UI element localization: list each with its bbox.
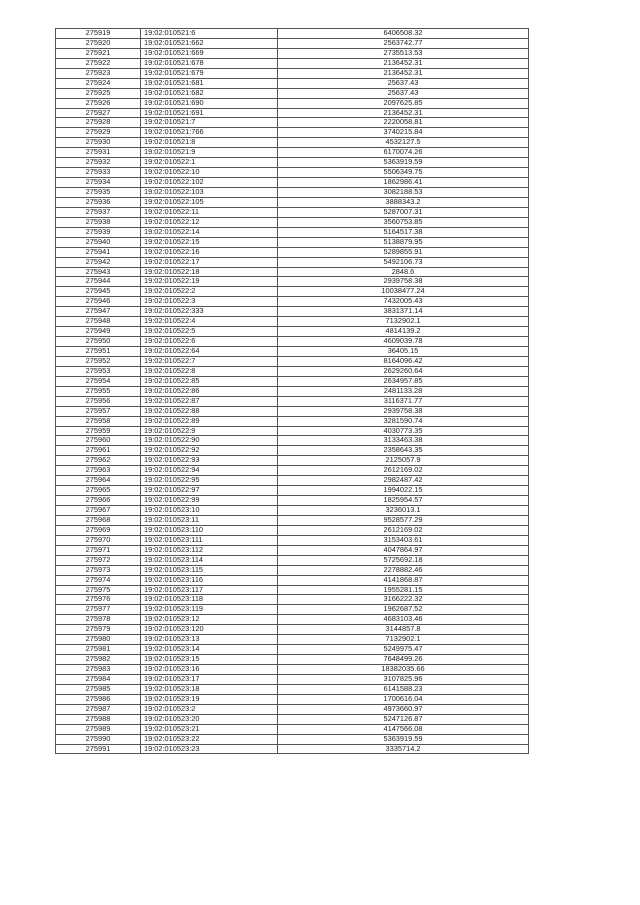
value-cell: 5363919.59: [278, 734, 529, 744]
value-cell: 6170074.26: [278, 148, 529, 158]
value-cell: 3335714.2: [278, 744, 529, 754]
cadastral-number-cell: 19:02:010522:14: [141, 227, 278, 237]
cadastral-number-cell: 19:02:010523:13: [141, 635, 278, 645]
cadastral-number-cell: 19:02:010523:21: [141, 724, 278, 734]
table-row: [56, 98, 529, 108]
value-cell: 5247126.87: [278, 714, 529, 724]
table-row: [56, 376, 529, 386]
row-number-cell: 275939: [56, 227, 141, 237]
row-number-cell: 275962: [56, 456, 141, 466]
cadastral-number-cell: 19:02:010522:102: [141, 178, 278, 188]
table-row: [56, 38, 529, 48]
row-number-cell: 275952: [56, 356, 141, 366]
table-row: [56, 267, 529, 277]
table-row: [56, 625, 529, 635]
value-cell: 4030773.35: [278, 426, 529, 436]
cadastral-number-cell: 19:02:010522:10: [141, 168, 278, 178]
value-cell: 3116371.77: [278, 396, 529, 406]
value-cell: 2563742.77: [278, 38, 529, 48]
row-number-cell: 275986: [56, 694, 141, 704]
value-cell: 2939758.38: [278, 277, 529, 287]
table-row: [56, 158, 529, 168]
row-number-cell: 275990: [56, 734, 141, 744]
table-row: [56, 406, 529, 416]
row-number-cell: 275974: [56, 575, 141, 585]
table-row: [56, 247, 529, 257]
cadastral-number-cell: 19:02:010522:97: [141, 486, 278, 496]
row-number-cell: 275954: [56, 376, 141, 386]
value-cell: 3888343.2: [278, 197, 529, 207]
cadastral-number-cell: 19:02:010523:114: [141, 555, 278, 565]
value-cell: 4147566.08: [278, 724, 529, 734]
row-number-cell: 275920: [56, 38, 141, 48]
cadastral-number-cell: 19:02:010522:333: [141, 307, 278, 317]
cadastral-number-cell: 19:02:010523:22: [141, 734, 278, 744]
row-number-cell: 275945: [56, 287, 141, 297]
value-cell: 7132902.1: [278, 317, 529, 327]
table-row: [56, 585, 529, 595]
value-cell: 7132902.1: [278, 635, 529, 645]
cadastral-number-cell: 19:02:010522:95: [141, 476, 278, 486]
row-number-cell: 275928: [56, 118, 141, 128]
value-cell: 4973660.97: [278, 704, 529, 714]
cadastral-number-cell: 19:02:010522:19: [141, 277, 278, 287]
row-number-cell: 275960: [56, 436, 141, 446]
value-cell: 5492106.73: [278, 257, 529, 267]
value-cell: 1994022.15: [278, 486, 529, 496]
row-number-cell: 275923: [56, 68, 141, 78]
row-number-cell: 275956: [56, 396, 141, 406]
value-cell: 2634957.85: [278, 376, 529, 386]
cadastral-number-cell: 19:02:010521:682: [141, 88, 278, 98]
table-row: [56, 118, 529, 128]
cadastral-number-cell: 19:02:010522:4: [141, 317, 278, 327]
row-number-cell: 275975: [56, 585, 141, 595]
row-number-cell: 275944: [56, 277, 141, 287]
cadastral-number-cell: 19:02:010521:8: [141, 138, 278, 148]
cadastral-number-cell: 19:02:010522:15: [141, 237, 278, 247]
table-row: [56, 535, 529, 545]
row-number-cell: 275951: [56, 347, 141, 357]
value-cell: 5289855.91: [278, 247, 529, 257]
cadastral-number-cell: 19:02:010521:662: [141, 38, 278, 48]
cadastral-number-cell: 19:02:010521:6: [141, 29, 278, 39]
table-row: [56, 68, 529, 78]
row-number-cell: 275991: [56, 744, 141, 754]
row-number-cell: 275953: [56, 366, 141, 376]
table-row: [56, 188, 529, 198]
value-cell: 3831371.14: [278, 307, 529, 317]
value-cell: 1962687.52: [278, 605, 529, 615]
cadastral-number-cell: 19:02:010522:5: [141, 327, 278, 337]
cadastral-number-cell: 19:02:010523:23: [141, 744, 278, 754]
value-cell: 2358643.35: [278, 446, 529, 456]
cadastral-number-cell: 19:02:010522:105: [141, 197, 278, 207]
value-cell: 5725692.18: [278, 555, 529, 565]
row-number-cell: 275935: [56, 188, 141, 198]
cadastral-number-cell: 19:02:010523:117: [141, 585, 278, 595]
table-row: [56, 436, 529, 446]
value-cell: 3082188.53: [278, 188, 529, 198]
row-number-cell: 275936: [56, 197, 141, 207]
cadastral-number-cell: 19:02:010521:678: [141, 58, 278, 68]
table-row: [56, 88, 529, 98]
value-cell: 8164096.42: [278, 356, 529, 366]
value-cell: 5287007.31: [278, 207, 529, 217]
table-row: [56, 168, 529, 178]
table-row: [56, 307, 529, 317]
row-number-cell: 275957: [56, 406, 141, 416]
cadastral-number-cell: 19:02:010522:16: [141, 247, 278, 257]
table-row: [56, 565, 529, 575]
row-number-cell: 275932: [56, 158, 141, 168]
table-row: [56, 734, 529, 744]
value-cell: 2982487.42: [278, 476, 529, 486]
cadastral-number-cell: 19:02:010523:10: [141, 506, 278, 516]
cadastral-number-cell: 19:02:010523:112: [141, 545, 278, 555]
table-row: [56, 506, 529, 516]
row-number-cell: 275966: [56, 496, 141, 506]
cadastral-number-cell: 19:02:010523:111: [141, 535, 278, 545]
table-row: [56, 446, 529, 456]
cadastral-number-cell: 19:02:010522:9: [141, 426, 278, 436]
row-number-cell: 275922: [56, 58, 141, 68]
value-cell: 3144857.8: [278, 625, 529, 635]
cadastral-number-cell: 19:02:010522:99: [141, 496, 278, 506]
table-body: [56, 29, 529, 754]
value-cell: 2097625.85: [278, 98, 529, 108]
cadastral-number-cell: 19:02:010523:12: [141, 615, 278, 625]
cadastral-number-cell: 19:02:010522:88: [141, 406, 278, 416]
table-row: [56, 227, 529, 237]
row-number-cell: 275930: [56, 138, 141, 148]
table-row: [56, 694, 529, 704]
table-row: [56, 744, 529, 754]
cadastral-number-cell: 19:02:010521:679: [141, 68, 278, 78]
table-row: [56, 277, 529, 287]
cadastral-number-cell: 19:02:010522:12: [141, 217, 278, 227]
value-cell: 6141588.23: [278, 684, 529, 694]
cadastral-number-cell: 19:02:010523:15: [141, 655, 278, 665]
value-cell: 4683103.46: [278, 615, 529, 625]
row-number-cell: 275933: [56, 168, 141, 178]
row-number-cell: 275947: [56, 307, 141, 317]
value-cell: 2939758.38: [278, 406, 529, 416]
value-cell: 5363919.59: [278, 158, 529, 168]
table-row: [56, 605, 529, 615]
cadastral-number-cell: 19:02:010523:19: [141, 694, 278, 704]
cadastral-number-cell: 19:02:010523:115: [141, 565, 278, 575]
row-number-cell: 275983: [56, 665, 141, 675]
cadastral-number-cell: 19:02:010523:20: [141, 714, 278, 724]
row-number-cell: 275948: [56, 317, 141, 327]
cadastral-number-cell: 19:02:010523:118: [141, 595, 278, 605]
value-cell: 7432005.43: [278, 297, 529, 307]
table-row: [56, 714, 529, 724]
value-cell: 1955281.15: [278, 585, 529, 595]
cadastral-number-cell: 19:02:010522:87: [141, 396, 278, 406]
row-number-cell: 275934: [56, 178, 141, 188]
cadastral-number-cell: 19:02:010522:85: [141, 376, 278, 386]
row-number-cell: 275987: [56, 704, 141, 714]
table-row: [56, 78, 529, 88]
cadastral-number-cell: 19:02:010523:16: [141, 665, 278, 675]
value-cell: 1825954.57: [278, 496, 529, 506]
cadastral-number-cell: 19:02:010521:766: [141, 128, 278, 138]
table-row: [56, 396, 529, 406]
table-row: [56, 466, 529, 476]
table-row: [56, 347, 529, 357]
row-number-cell: 275976: [56, 595, 141, 605]
table-row: [56, 287, 529, 297]
row-number-cell: 275972: [56, 555, 141, 565]
table-row: [56, 426, 529, 436]
table-row: [56, 555, 529, 565]
table-row: [56, 178, 529, 188]
value-cell: 3166222.32: [278, 595, 529, 605]
table-row: [56, 29, 529, 39]
table-row: [56, 575, 529, 585]
table-row: [56, 108, 529, 118]
value-cell: 25637.43: [278, 88, 529, 98]
table-row: [56, 128, 529, 138]
value-cell: 10038477.24: [278, 287, 529, 297]
table-row: [56, 724, 529, 734]
row-number-cell: 275942: [56, 257, 141, 267]
cadastral-number-cell: 19:02:010522:3: [141, 297, 278, 307]
cadastral-number-cell: 19:02:010521:9: [141, 148, 278, 158]
table-row: [56, 674, 529, 684]
value-cell: 3153403.61: [278, 535, 529, 545]
row-number-cell: 275981: [56, 645, 141, 655]
cadastral-number-cell: 19:02:010523:18: [141, 684, 278, 694]
cadastral-number-cell: 19:02:010523:2: [141, 704, 278, 714]
cadastral-number-cell: 19:02:010522:1: [141, 158, 278, 168]
cadastral-number-cell: 19:02:010522:103: [141, 188, 278, 198]
cadastral-number-cell: 19:02:010522:92: [141, 446, 278, 456]
cadastral-number-cell: 19:02:010522:64: [141, 347, 278, 357]
row-number-cell: 275989: [56, 724, 141, 734]
value-cell: 36405.15: [278, 347, 529, 357]
value-cell: 2612169.02: [278, 525, 529, 535]
cadastral-number-cell: 19:02:010522:90: [141, 436, 278, 446]
table-row: [56, 416, 529, 426]
cadastral-number-cell: 19:02:010523:120: [141, 625, 278, 635]
value-cell: 3740215.84: [278, 128, 529, 138]
cadastral-number-cell: 19:02:010521:681: [141, 78, 278, 88]
row-number-cell: 275950: [56, 337, 141, 347]
table-row: [56, 366, 529, 376]
table-row: [56, 58, 529, 68]
table-row: [56, 337, 529, 347]
row-number-cell: 275971: [56, 545, 141, 555]
cadastral-number-cell: 19:02:010521:690: [141, 98, 278, 108]
table-row: [56, 356, 529, 366]
table-row: [56, 317, 529, 327]
row-number-cell: 275937: [56, 207, 141, 217]
table-row: [56, 386, 529, 396]
table-row: [56, 704, 529, 714]
table-row: [56, 486, 529, 496]
value-cell: 5138879.95: [278, 237, 529, 247]
value-cell: 2629260.64: [278, 366, 529, 376]
cadastral-number-cell: 19:02:010522:7: [141, 356, 278, 366]
row-number-cell: 275982: [56, 655, 141, 665]
row-number-cell: 275968: [56, 515, 141, 525]
row-number-cell: 275925: [56, 88, 141, 98]
cadastral-number-cell: 19:02:010521:669: [141, 48, 278, 58]
value-cell: 4141868.87: [278, 575, 529, 585]
table-row: [56, 297, 529, 307]
row-number-cell: 275965: [56, 486, 141, 496]
cadastral-number-cell: 19:02:010523:110: [141, 525, 278, 535]
table-row: [56, 48, 529, 58]
row-number-cell: 275979: [56, 625, 141, 635]
row-number-cell: 275963: [56, 466, 141, 476]
value-cell: 2125057.9: [278, 456, 529, 466]
row-number-cell: 275955: [56, 386, 141, 396]
row-number-cell: 275961: [56, 446, 141, 456]
table-row: [56, 138, 529, 148]
table-row: [56, 257, 529, 267]
table-row: [56, 207, 529, 217]
row-number-cell: 275969: [56, 525, 141, 535]
cadastral-value-table: [55, 28, 529, 754]
cadastral-number-cell: 19:02:010522:86: [141, 386, 278, 396]
value-cell: 2848.6: [278, 267, 529, 277]
cadastral-number-cell: 19:02:010523:119: [141, 605, 278, 615]
value-cell: 6406508.32: [278, 29, 529, 39]
row-number-cell: 275926: [56, 98, 141, 108]
value-cell: 3281590.74: [278, 416, 529, 426]
table-row: [56, 545, 529, 555]
table-row: [56, 476, 529, 486]
cadastral-number-cell: 19:02:010522:8: [141, 366, 278, 376]
value-cell: 18382035.66: [278, 665, 529, 675]
value-cell: 4609039.78: [278, 337, 529, 347]
cadastral-number-cell: 19:02:010522:11: [141, 207, 278, 217]
table-row: [56, 197, 529, 207]
value-cell: 7648499.26: [278, 655, 529, 665]
table-row: [56, 456, 529, 466]
row-number-cell: 275949: [56, 327, 141, 337]
row-number-cell: 275941: [56, 247, 141, 257]
value-cell: 1700616.04: [278, 694, 529, 704]
table-row: [56, 635, 529, 645]
cadastral-number-cell: 19:02:010522:18: [141, 267, 278, 277]
cadastral-number-cell: 19:02:010522:94: [141, 466, 278, 476]
table-row: [56, 237, 529, 247]
row-number-cell: 275973: [56, 565, 141, 575]
cadastral-number-cell: 19:02:010522:6: [141, 337, 278, 347]
row-number-cell: 275967: [56, 506, 141, 516]
value-cell: 4814139.2: [278, 327, 529, 337]
value-cell: 2220058.81: [278, 118, 529, 128]
value-cell: 25637.43: [278, 78, 529, 88]
value-cell: 2735513.53: [278, 48, 529, 58]
row-number-cell: 275988: [56, 714, 141, 724]
row-number-cell: 275921: [56, 48, 141, 58]
row-number-cell: 275980: [56, 635, 141, 645]
value-cell: 5506349.75: [278, 168, 529, 178]
value-cell: 4532127.5: [278, 138, 529, 148]
row-number-cell: 275940: [56, 237, 141, 247]
row-number-cell: 275931: [56, 148, 141, 158]
cadastral-number-cell: 19:02:010521:7: [141, 118, 278, 128]
row-number-cell: 275958: [56, 416, 141, 426]
table-row: [56, 217, 529, 227]
value-cell: 2136452.31: [278, 58, 529, 68]
row-number-cell: 275938: [56, 217, 141, 227]
cadastral-number-cell: 19:02:010523:11: [141, 515, 278, 525]
table-row: [56, 595, 529, 605]
value-cell: 3133463.38: [278, 436, 529, 446]
value-cell: 2481133.28: [278, 386, 529, 396]
value-cell: 3560753.85: [278, 217, 529, 227]
cadastral-number-cell: 19:02:010522:2: [141, 287, 278, 297]
row-number-cell: 275985: [56, 684, 141, 694]
row-number-cell: 275984: [56, 674, 141, 684]
value-cell: 9528577.29: [278, 515, 529, 525]
row-number-cell: 275943: [56, 267, 141, 277]
cadastral-number-cell: 19:02:010522:89: [141, 416, 278, 426]
cadastral-number-cell: 19:02:010523:14: [141, 645, 278, 655]
value-cell: 1862986.41: [278, 178, 529, 188]
cadastral-number-cell: 19:02:010522:17: [141, 257, 278, 267]
value-cell: 5249975.47: [278, 645, 529, 655]
cadastral-number-cell: 19:02:010523:116: [141, 575, 278, 585]
table-row: [56, 525, 529, 535]
value-cell: 3236013.1: [278, 506, 529, 516]
table-row: [56, 684, 529, 694]
row-number-cell: 275977: [56, 605, 141, 615]
value-cell: 5164517.38: [278, 227, 529, 237]
row-number-cell: 275927: [56, 108, 141, 118]
value-cell: 2278882.46: [278, 565, 529, 575]
cadastral-number-cell: 19:02:010522:93: [141, 456, 278, 466]
row-number-cell: 275924: [56, 78, 141, 88]
value-cell: 4047864.97: [278, 545, 529, 555]
table-row: [56, 615, 529, 625]
table-row: [56, 665, 529, 675]
value-cell: 3107825.96: [278, 674, 529, 684]
table-row: [56, 496, 529, 506]
table-row: [56, 148, 529, 158]
row-number-cell: 275929: [56, 128, 141, 138]
cadastral-number-cell: 19:02:010521:691: [141, 108, 278, 118]
table-row: [56, 645, 529, 655]
table-row: [56, 515, 529, 525]
table-row: [56, 327, 529, 337]
value-cell: 2612169.02: [278, 466, 529, 476]
row-number-cell: 275970: [56, 535, 141, 545]
row-number-cell: 275946: [56, 297, 141, 307]
row-number-cell: 275959: [56, 426, 141, 436]
value-cell: 2136452.31: [278, 68, 529, 78]
value-cell: 2136452.31: [278, 108, 529, 118]
table-row: [56, 655, 529, 665]
row-number-cell: 275964: [56, 476, 141, 486]
cadastral-number-cell: 19:02:010523:17: [141, 674, 278, 684]
row-number-cell: 275978: [56, 615, 141, 625]
row-number-cell: 275919: [56, 29, 141, 39]
